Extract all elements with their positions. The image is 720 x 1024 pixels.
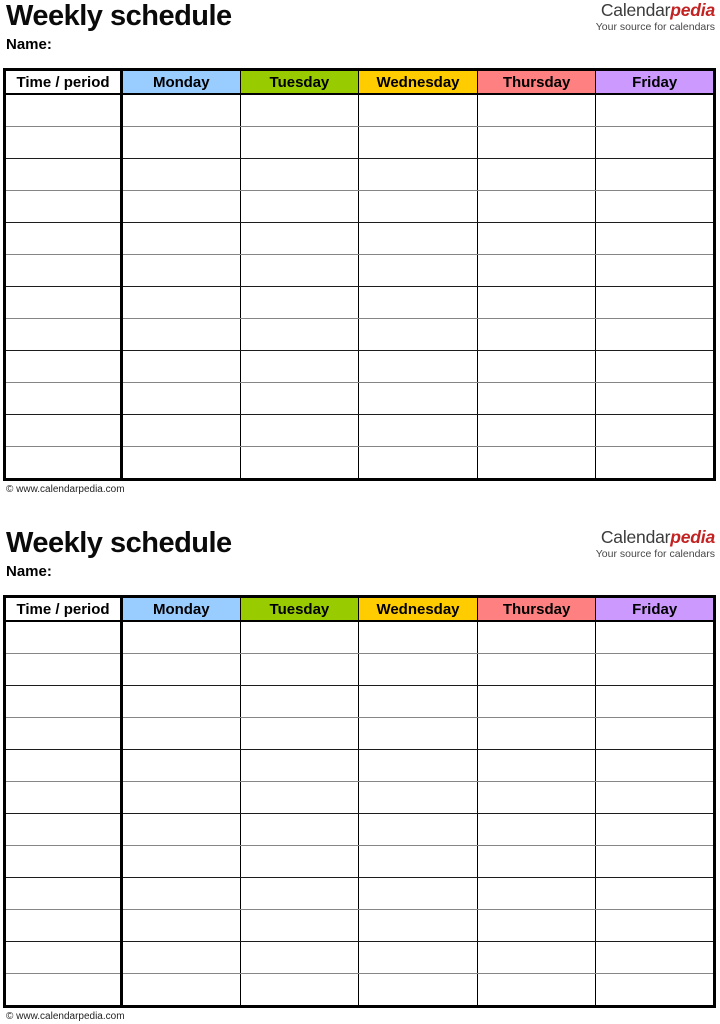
time-period-cell: [5, 319, 122, 351]
sheet-header: [0, 0, 720, 32]
schedule-cell-monday: [122, 94, 241, 127]
schedule-cell-wednesday: [359, 287, 478, 319]
schedule-cell-monday: [122, 447, 241, 480]
schedule-cell-wednesday: [359, 750, 478, 782]
name-label: Name:: [6, 563, 52, 580]
schedule-row: [5, 846, 715, 878]
schedule-cell-friday: [596, 191, 715, 223]
schedule-cell-thursday: [477, 974, 596, 1007]
time-period-cell: [5, 942, 122, 974]
schedule-cell-monday: [122, 910, 241, 942]
schedule-cell-monday: [122, 654, 241, 686]
schedule-cell-wednesday: [359, 686, 478, 718]
schedule-cell-monday: [122, 846, 241, 878]
time-period-cell: [5, 718, 122, 750]
schedule-cell-friday: [596, 287, 715, 319]
time-period-cell: [5, 415, 122, 447]
schedule-cell-wednesday: [359, 974, 478, 1007]
schedule-row: [5, 621, 715, 654]
time-period-cell: [5, 621, 122, 654]
schedule-cell-monday: [122, 750, 241, 782]
time-period-cell: [5, 686, 122, 718]
schedule-cell-friday: [596, 974, 715, 1007]
time-period-cell: [5, 750, 122, 782]
schedule-cell-tuesday: [240, 782, 359, 814]
time-period-cell: [5, 846, 122, 878]
schedule-row: [5, 191, 715, 223]
schedule-cell-friday: [596, 750, 715, 782]
schedule-cell-wednesday: [359, 814, 478, 846]
schedule-cell-thursday: [477, 814, 596, 846]
schedule-cell-wednesday: [359, 94, 478, 127]
time-period-cell: [5, 255, 122, 287]
schedule-cell-friday: [596, 814, 715, 846]
schedule-cell-monday: [122, 814, 241, 846]
schedule-cell-tuesday: [240, 878, 359, 910]
schedule-cell-wednesday: [359, 159, 478, 191]
schedule-cell-friday: [596, 782, 715, 814]
schedule-cell-thursday: [477, 878, 596, 910]
schedule-cell-tuesday: [240, 415, 359, 447]
schedule-cell-thursday: [477, 287, 596, 319]
schedule-cell-tuesday: [240, 750, 359, 782]
schedule-cell-monday: [122, 287, 241, 319]
logo-brand-prefix: Calendar: [600, 527, 671, 547]
logo-tagline: Your source for calendars: [595, 20, 715, 33]
schedule-cell-wednesday: [359, 447, 478, 480]
schedule-cell-monday: [122, 255, 241, 287]
schedule-cell-friday: [596, 415, 715, 447]
schedule-cell-thursday: [477, 782, 596, 814]
schedule-cell-tuesday: [240, 621, 359, 654]
schedule-row: [5, 942, 715, 974]
column-header-friday: Friday: [596, 597, 715, 622]
schedule-cell-friday: [596, 351, 715, 383]
schedule-cell-tuesday: [240, 814, 359, 846]
schedule-cell-monday: [122, 351, 241, 383]
schedule-cell-friday: [596, 718, 715, 750]
schedule-cell-thursday: [477, 910, 596, 942]
schedule-cell-thursday: [477, 127, 596, 159]
column-header-time-period: Time / period: [5, 70, 122, 95]
time-period-cell: [5, 447, 122, 480]
schedule-row: [5, 750, 715, 782]
schedule-sheet-bottom: [0, 527, 720, 1022]
schedule-row: [5, 159, 715, 191]
page-title: Weekly schedule: [6, 527, 232, 559]
schedule-cell-tuesday: [240, 94, 359, 127]
schedule-row: [5, 974, 715, 1007]
time-period-cell: [5, 94, 122, 127]
schedule-row: [5, 383, 715, 415]
schedule-cell-tuesday: [240, 846, 359, 878]
schedule-cell-friday: [596, 255, 715, 287]
schedule-cell-wednesday: [359, 910, 478, 942]
logo-brand-suffix: pedia: [670, 527, 715, 547]
schedule-cell-thursday: [477, 255, 596, 287]
schedule-cell-monday: [122, 782, 241, 814]
schedule-cell-wednesday: [359, 846, 478, 878]
schedule-cell-thursday: [477, 846, 596, 878]
logo-brand-suffix: pedia: [670, 0, 715, 20]
table-header-row: [5, 70, 715, 95]
schedule-sheet-top: [0, 0, 720, 495]
column-header-tuesday: Tuesday: [240, 597, 359, 622]
schedule-row: [5, 910, 715, 942]
time-period-cell: [5, 974, 122, 1007]
time-period-cell: [5, 223, 122, 255]
time-period-cell: [5, 191, 122, 223]
column-header-time-period: Time / period: [5, 597, 122, 622]
schedule-cell-thursday: [477, 415, 596, 447]
schedule-cell-monday: [122, 223, 241, 255]
schedule-cell-tuesday: [240, 127, 359, 159]
time-period-cell: [5, 782, 122, 814]
schedule-cell-thursday: [477, 718, 596, 750]
schedule-cell-wednesday: [359, 878, 478, 910]
schedule-cell-wednesday: [359, 718, 478, 750]
time-period-cell: [5, 383, 122, 415]
schedule-cell-wednesday: [359, 654, 478, 686]
schedule-cell-monday: [122, 319, 241, 351]
column-header-thursday: Thursday: [477, 70, 596, 95]
schedule-cell-friday: [596, 846, 715, 878]
column-header-wednesday: Wednesday: [359, 597, 478, 622]
schedule-cell-friday: [596, 383, 715, 415]
schedule-cell-friday: [596, 942, 715, 974]
schedule-cell-monday: [122, 718, 241, 750]
column-header-wednesday: Wednesday: [359, 70, 478, 95]
schedule-cell-friday: [596, 127, 715, 159]
schedule-cell-monday: [122, 415, 241, 447]
schedule-cell-thursday: [477, 319, 596, 351]
schedule-cell-wednesday: [359, 415, 478, 447]
schedule-cell-thursday: [477, 159, 596, 191]
schedule-cell-thursday: [477, 942, 596, 974]
schedule-cell-monday: [122, 878, 241, 910]
schedule-cell-tuesday: [240, 351, 359, 383]
schedule-cell-tuesday: [240, 223, 359, 255]
weekly-schedule-table: [3, 68, 716, 481]
logo-brand-prefix: Calendar: [600, 0, 671, 20]
schedule-cell-tuesday: [240, 942, 359, 974]
column-header-tuesday: Tuesday: [240, 70, 359, 95]
schedule-cell-monday: [122, 942, 241, 974]
schedule-cell-monday: [122, 621, 241, 654]
time-period-cell: [5, 159, 122, 191]
schedule-row: [5, 654, 715, 686]
logo-wordmark: [596, 529, 715, 547]
schedule-cell-wednesday: [359, 351, 478, 383]
logo-tagline: Your source for calendars: [595, 547, 715, 560]
schedule-cell-friday: [596, 159, 715, 191]
time-period-cell: [5, 287, 122, 319]
time-period-cell: [5, 910, 122, 942]
schedule-cell-friday: [596, 654, 715, 686]
schedule-cell-monday: [122, 159, 241, 191]
schedule-cell-tuesday: [240, 910, 359, 942]
schedule-row: [5, 94, 715, 127]
schedule-cell-tuesday: [240, 319, 359, 351]
calendarpedia-logo: [596, 2, 715, 32]
schedule-cell-friday: [596, 94, 715, 127]
schedule-cell-monday: [122, 974, 241, 1007]
page-title: Weekly schedule: [6, 0, 232, 32]
weekly-schedule-table: [3, 595, 716, 1008]
schedule-cell-tuesday: [240, 447, 359, 480]
schedule-cell-tuesday: [240, 159, 359, 191]
name-label: Name:: [6, 36, 52, 53]
schedule-row: [5, 287, 715, 319]
schedule-cell-wednesday: [359, 255, 478, 287]
schedule-cell-wednesday: [359, 383, 478, 415]
sheet-header: [0, 527, 720, 559]
schedule-row: [5, 686, 715, 718]
schedule-cell-monday: [122, 686, 241, 718]
time-period-cell: [5, 351, 122, 383]
schedule-row: [5, 127, 715, 159]
copyright-note: © www.calendarpedia.com: [6, 484, 125, 495]
schedule-cell-thursday: [477, 654, 596, 686]
schedule-cell-tuesday: [240, 287, 359, 319]
copyright-note: © www.calendarpedia.com: [6, 1011, 125, 1022]
table-header-row: [5, 597, 715, 622]
time-period-cell: [5, 814, 122, 846]
logo-wordmark: [596, 2, 715, 20]
schedule-cell-wednesday: [359, 942, 478, 974]
schedule-cell-thursday: [477, 383, 596, 415]
schedule-cell-thursday: [477, 351, 596, 383]
schedule-cell-friday: [596, 910, 715, 942]
schedule-cell-tuesday: [240, 718, 359, 750]
schedule-cell-tuesday: [240, 191, 359, 223]
schedule-cell-thursday: [477, 447, 596, 480]
column-header-thursday: Thursday: [477, 597, 596, 622]
schedule-cell-thursday: [477, 191, 596, 223]
schedule-cell-friday: [596, 621, 715, 654]
schedule-cell-tuesday: [240, 255, 359, 287]
schedule-row: [5, 319, 715, 351]
schedule-cell-thursday: [477, 94, 596, 127]
column-header-friday: Friday: [596, 70, 715, 95]
schedule-cell-thursday: [477, 223, 596, 255]
schedule-cell-friday: [596, 223, 715, 255]
schedule-row: [5, 447, 715, 480]
schedule-cell-friday: [596, 319, 715, 351]
schedule-row: [5, 255, 715, 287]
schedule-cell-tuesday: [240, 974, 359, 1007]
schedule-cell-wednesday: [359, 191, 478, 223]
schedule-row: [5, 814, 715, 846]
time-period-cell: [5, 654, 122, 686]
schedule-cell-monday: [122, 127, 241, 159]
schedule-cell-thursday: [477, 686, 596, 718]
calendarpedia-logo: [596, 529, 715, 559]
schedule-cell-monday: [122, 191, 241, 223]
schedule-cell-wednesday: [359, 127, 478, 159]
schedule-row: [5, 415, 715, 447]
schedule-cell-wednesday: [359, 223, 478, 255]
time-period-cell: [5, 127, 122, 159]
schedule-cell-tuesday: [240, 686, 359, 718]
column-header-monday: Monday: [122, 597, 241, 622]
schedule-cell-tuesday: [240, 383, 359, 415]
schedule-row: [5, 223, 715, 255]
schedule-cell-friday: [596, 447, 715, 480]
schedule-row: [5, 351, 715, 383]
schedule-cell-thursday: [477, 750, 596, 782]
schedule-cell-friday: [596, 686, 715, 718]
schedule-cell-wednesday: [359, 621, 478, 654]
schedule-cell-wednesday: [359, 782, 478, 814]
column-header-monday: Monday: [122, 70, 241, 95]
schedule-row: [5, 718, 715, 750]
schedule-cell-monday: [122, 383, 241, 415]
schedule-cell-wednesday: [359, 319, 478, 351]
schedule-row: [5, 782, 715, 814]
schedule-cell-tuesday: [240, 654, 359, 686]
schedule-cell-friday: [596, 878, 715, 910]
schedule-row: [5, 878, 715, 910]
schedule-cell-thursday: [477, 621, 596, 654]
time-period-cell: [5, 878, 122, 910]
